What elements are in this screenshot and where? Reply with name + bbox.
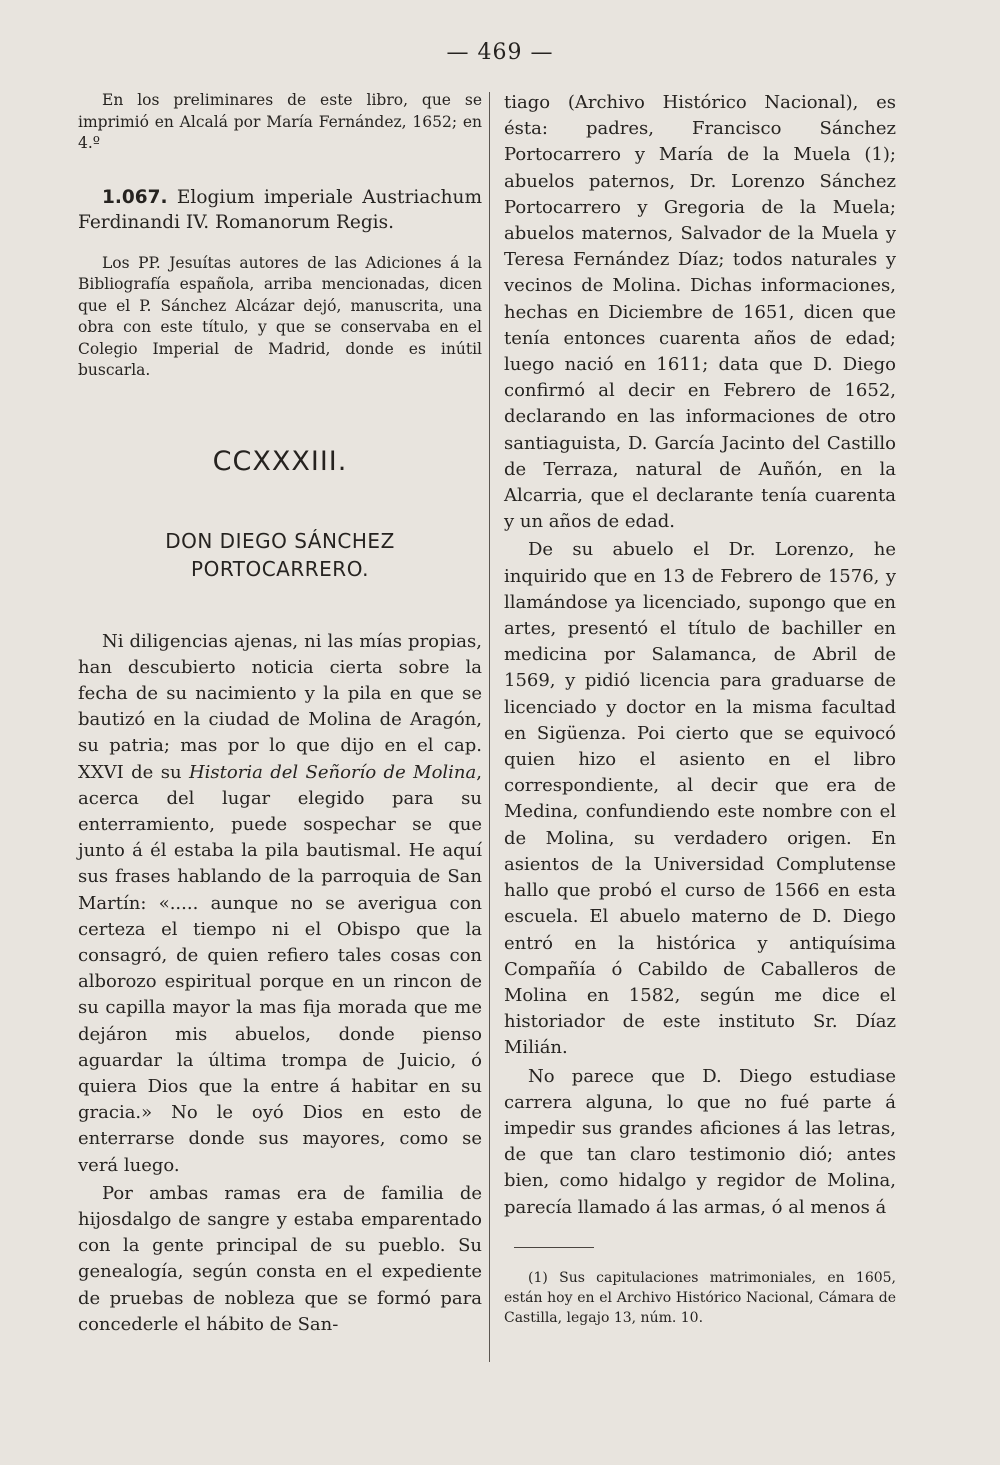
book-title-italic: Historia del Señorío de Molina [188,761,477,783]
right-paragraph-1-start: tiago (Archivo Histórico Nacional), es ésta: padres, Francisco Sánchez Portocarrero y María de la Muela [504,92,896,166]
footnote-reference: (1) [864,144,890,166]
intro-paragraph: En los preliminares de este libro, que se imprimió en Alcalá por María Fernández, 1652; en 4.º [78,91,482,152]
footnote-text: Sus capitulaciones matrimoniales, en 1605, están hoy en el Archivo Histórico Nacional, Cámara de Castilla, legajo 13, núm. 10. [504,1269,896,1326]
footnote-divider [514,1247,594,1248]
entry-heading [78,185,482,235]
chapter-title-line1: DON DIEGO SÁNCHEZ [165,528,395,553]
entry-note: Los PP. Jesuítas autores de las Adiciones á la Bibliografía española, arriba mencionadas, dicen que el P. Sánchez Alcázar dejó, manuscrita, una obra con este título, y que se conservaba en el Colegio Imperial de Madrid, donde es inútil buscarla. [78,253,482,379]
chapter-title [78,527,482,583]
right-paragraph-1 [504,90,896,535]
page-number: — 469 — [446,40,554,65]
body-paragraph-1 [78,629,482,1179]
right-paragraph-1-end: ; abuelos paternos, Dr. Lorenzo Sánchez Portocarrero y Gregoria de la Muela; abuelos maternos, Salvador de la Muela y Teresa Fernández Díaz; todos naturales y vecinos de Molina. Dichas informaciones, hechas en Diciembre de 1651, dicen que tenía entonces cuarenta años de edad; luego nació en 1611; data que D. Diego confirmó al decir en Febrero de 1652, declarando en las informaciones de otro santiaguista, D. García Jacinto del Castillo de Terraza, natural de Auñón, en la Alcarria, que el declarante tenía cuarenta y un años de edad. [504,144,896,533]
right-paragraph-2: De su abuelo el Dr. Lorenzo, he inquirido que en 13 de Febrero de 1576, y llamándose ya licenciado, supongo que en artes, presentó el título de bachiller en medicina por Salamanca, de Abril de 1569, y pidió licencia para graduarse de licenciado y doctor en la misma facultad en Sigüenza. Poi cierto que se equivocó quien hizo el asiento en el libro correspondiente, al decir que era de Medina, confundiendo este nombre con el de Molina, su verdadero origen. En asientos de la Universidad Complutense hallo que probó el curso de 1566 en esta escuela. El abuelo materno de D. Diego entró en la histórica y antiquísima Compañía ó Cabildo de Caballeros de Molina en 1582, según me dice el historiador de este instituto Sr. Díaz Milián. [504,539,896,1059]
right-paragraph-3: No parece que D. Diego estudiase carrera alguna, lo que no fué parte á impedir sus grandes aficiones á las letras, de que tan claro testimonio dió; antes bien, como hidalgo y regidor de Molina, parecía llamado á las armas, ó al menos á [504,1065,896,1218]
chapter-title-line2: PORTOCARRERO. [191,556,369,581]
footnote [504,1268,896,1328]
body-paragraph-1-start: Ni diligencias ajenas, ni las mías propias, han descubierto noticia cierta sobre la fecha de su nacimiento y la pila en que se bautizó en la ciudad de Molina de Aragón, su patria; mas por lo que dijo en el cap. XXVI de su [78,630,482,783]
left-column [78,90,482,1338]
entry-number: 1.067. [102,186,168,208]
column-divider [489,92,490,1362]
chapter-number: CCXXXIII. [212,445,348,477]
body-paragraph-2: Por ambas ramas era de familia de hijosdalgo de sangre y estaba emparentado con la gente principal de su pueblo. Su genealogía, según consta en el expediente de pruebas de nobleza que se formó para concederle el hábito de San- [78,1182,482,1335]
body-paragraph-1-end: , acerca del lugar elegido para su enterramiento, puede sospechar se que junto á él estaba la pila bautismal. He aquí sus frases hablando de la parroquia de San Martín: «..... aunque no se averigua con certeza el tiempo ni el Obispo que la consagró, de quien refiero tales cosas con alborozo espiritual porque en un rincon de su capilla mayor la mas fija morada que me dejáron mis abuelos, donde pienso aguardar la última trompa de Juicio, ó quiera Dios que la entre á habitar en su gracia.» No le oyó Dios en esto de enterrarse donde sus mayores, como se verá luego. [78,761,482,1176]
right-column [504,90,896,1328]
footnote-mark: (1) [528,1269,548,1286]
entry-title: Elogium imperiale Austriachum Ferdinandi IV. Romanorum Regis. [78,186,483,233]
